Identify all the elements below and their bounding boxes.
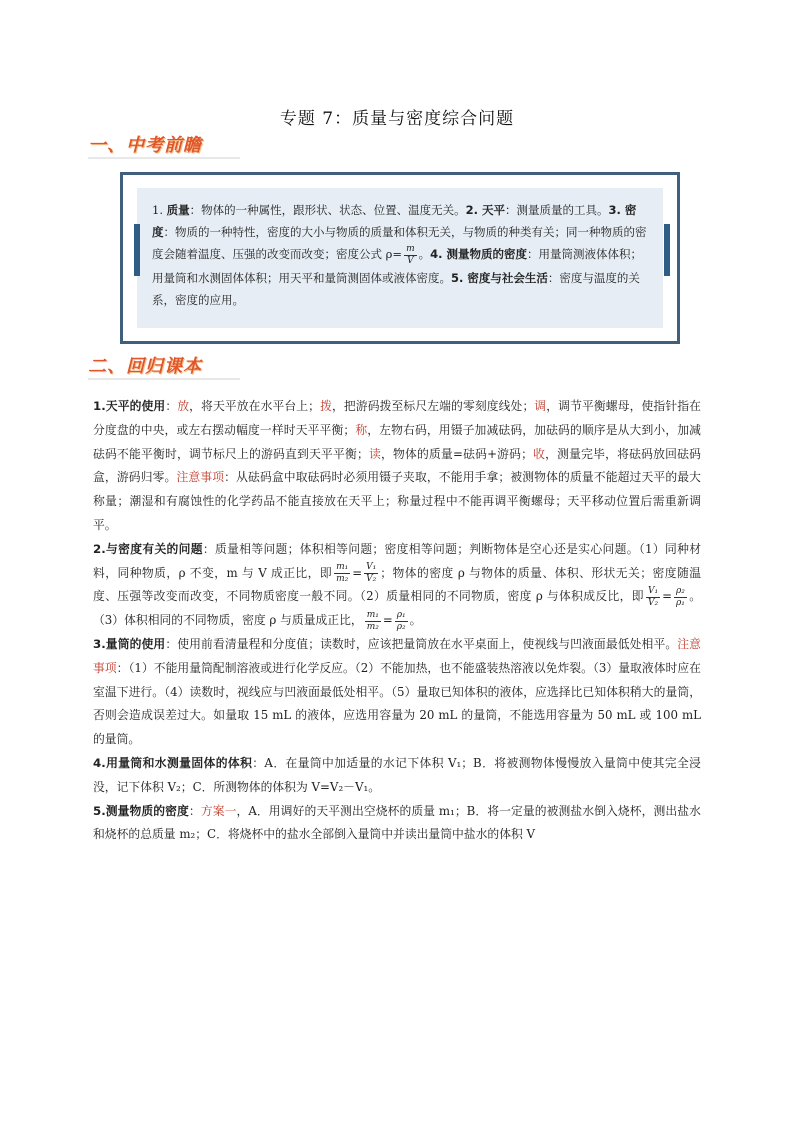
text: 。（3）体积相同的不同物质，密度 ρ 与质量成正比， [93,589,701,628]
frac-den: m₂ [336,574,349,585]
summary-text-measure: ：用量筒测液体体积；用量筒和水测固体体积；用天平和量筒测固体或液体密度。 [152,247,642,285]
ratio-m [334,562,350,585]
frac-num: V₁ [647,585,659,596]
text: ，A．用调好的天平测出空烧杯的质量 m₁；B．将一定量的被测盐水倒入烧杯，测出盐水和烧杯的总质量 m₂；C．将烧杯中的盐水全部倒入量筒中并读出量筒中盐水的体积 V [93,803,701,842]
text: ；物体的密度 ρ 与物体的质量、体积、形状无关；密度随温度、压强等改变而改变，不同物质密度一般不同。（2）质量相同的不同物质，密度 ρ 与体积成反比，即 [93,565,701,604]
frac-num: m₁ [366,609,379,620]
summary-text-density: ：物质的一种特性，密度的大小与物质的质量和体积无关，与物质的种类有关；同一种物质的密度会随着温度、压强的改变而改变；密度公式 ρ= [152,225,647,261]
summary-label-society: 5. 密度与社会生活 [451,270,548,285]
density-formula [404,244,417,267]
paragraph-balance [93,395,701,538]
section-heading-textbook: 二、回归课本 [88,356,202,377]
text: ：质量相等问题；体积相等问题；密度相等问题；判断物体是空心还是实心问题。（1）同种材料，同种物质，ρ 不变，m 与 V 成正比，即 [93,541,701,580]
text: ，调节平衡螺母，使指针指在分度盘的中央，或左右摆动幅度一样时天平平衡； [93,399,701,437]
text: ： [188,803,201,818]
summary-text-society: ：密度与温度的关系，密度的应用。 [152,270,640,307]
keyword: 拨 [319,399,332,413]
ratio-rho [395,610,408,633]
body-text [93,395,701,847]
paragraph-label: 3.量筒的使用 [93,636,166,651]
equals: = [382,613,393,628]
frac-num: ρ₁ [396,609,406,620]
text: 。 [409,613,422,628]
paragraph-label: 1.天平的使用 [93,399,166,413]
keyword: 读 [368,446,381,461]
paragraph-label: 2.与密度有关的问题 [93,541,203,556]
frac-den: ρ₁ [675,597,685,608]
section-divider [88,157,240,159]
ratio-v [364,562,378,585]
text: ：（1）不能用量筒配制溶液或进行化学反应。（2）不能加热，也不能盛装热溶液以免炸裂。（3）量取液体时应在室温下进行。（4）读数时，视线应与凹液面最低处相平。（5）量取已知体积的液体，应选择比已知体积稍大的量筒，否则会造成误差过大。如量取 15 mL 的液体，应选用容量为 20 mL 的量筒，不能选用容量为 50 mL 或 100 mL 的量筒。 [93,660,701,747]
paragraph-density-problems [93,538,701,633]
paragraph-measure-density [93,800,701,848]
frac-num: V₁ [366,562,377,573]
formula-numerator: m [406,243,415,254]
text: ，物体的质量=砝码+游码； [380,446,533,461]
text: ：使用前看清量程和分度值；读数时，应该把量筒放在水平桌面上，使视线与凹液面最低处相平。 [165,636,678,651]
summary-number: 1. [152,203,167,217]
text: ： [165,399,178,413]
page-title: 专题 7：质量与密度综合问题 [279,109,515,129]
section-divider [88,378,240,380]
summary-text-mass: ：物体的一种属性，跟形状、状态、位置、温度无关。 [189,203,466,217]
summary-label-density: 3. 密度 [152,203,637,239]
frac-den: V₂ [366,574,377,585]
frac-den: ρ₂ [396,621,406,632]
keyword: 收 [532,446,546,461]
note-label: 注意事项 [176,470,225,485]
summary-label-mass: 质量 [166,203,190,217]
summary-label-balance: 2. 天平 [465,203,506,217]
equals: = [662,589,672,604]
summary-text-density-end: 。 [418,247,431,261]
text: ，把游码拨至标尺左端的零刻度线处； [332,399,535,413]
summary-text-balance: ：测量质量的工具。 [505,203,609,217]
frac-num: m₁ [336,562,349,573]
section-heading-preview: 一、中考前瞻 [88,135,202,156]
text: ，测量完毕，将砝码放回砝码盒，游码归零。 [93,446,701,485]
keyword: 称 [355,422,368,437]
plan-label: 方案一 [200,803,237,818]
keyword: 放 [177,399,190,413]
summary-label-measure: 4. 测量物质的密度 [430,247,527,261]
formula-denominator: V [407,255,414,266]
frac-num: ρ₂ [675,585,685,596]
paragraph-solid-volume [93,752,701,800]
text: ，将天平放在水平台上； [189,399,320,413]
ratio-m [365,610,381,633]
equals: = [352,565,363,580]
paragraph-label: 4.用量筒和水测量固体的体积 [93,755,253,770]
summary-right-accent-bar [664,224,670,276]
keyword: 调 [534,399,547,413]
ratio-rho [674,586,687,609]
summary-text [152,199,650,311]
paragraph-label: 5.测量物质的密度 [93,803,189,818]
note-label: 注意事项 [93,636,701,675]
text: ，左物右码，用镊子加减砝码，加砝码的顺序是从大到小，加减砝码不能平衡时，调节标尺上的游码直到天平平衡； [93,422,701,461]
text: ：从砝码盒中取砝码时必须用镊子夹取，不能用手拿；被测物体的质量不能超过天平的最大称量；潮湿和有腐蚀性的化学药品不能直接放在天平上；称量过程中不能再调平衡螺母；天平移动位置后需重新调平。 [93,470,701,532]
text: ：A．在量筒中加适量的水记下体积 V₁；B．将被测物体慢慢放入量筒中使其完全浸没，记下体积 V₂；C．所测物体的体积为 V=V₂－V₁。 [93,755,701,794]
frac-den: V₂ [647,597,659,608]
ratio-v [646,586,660,609]
paragraph-cylinder [93,633,701,752]
summary-left-accent-bar [134,224,140,276]
frac-den: m₂ [366,621,379,632]
